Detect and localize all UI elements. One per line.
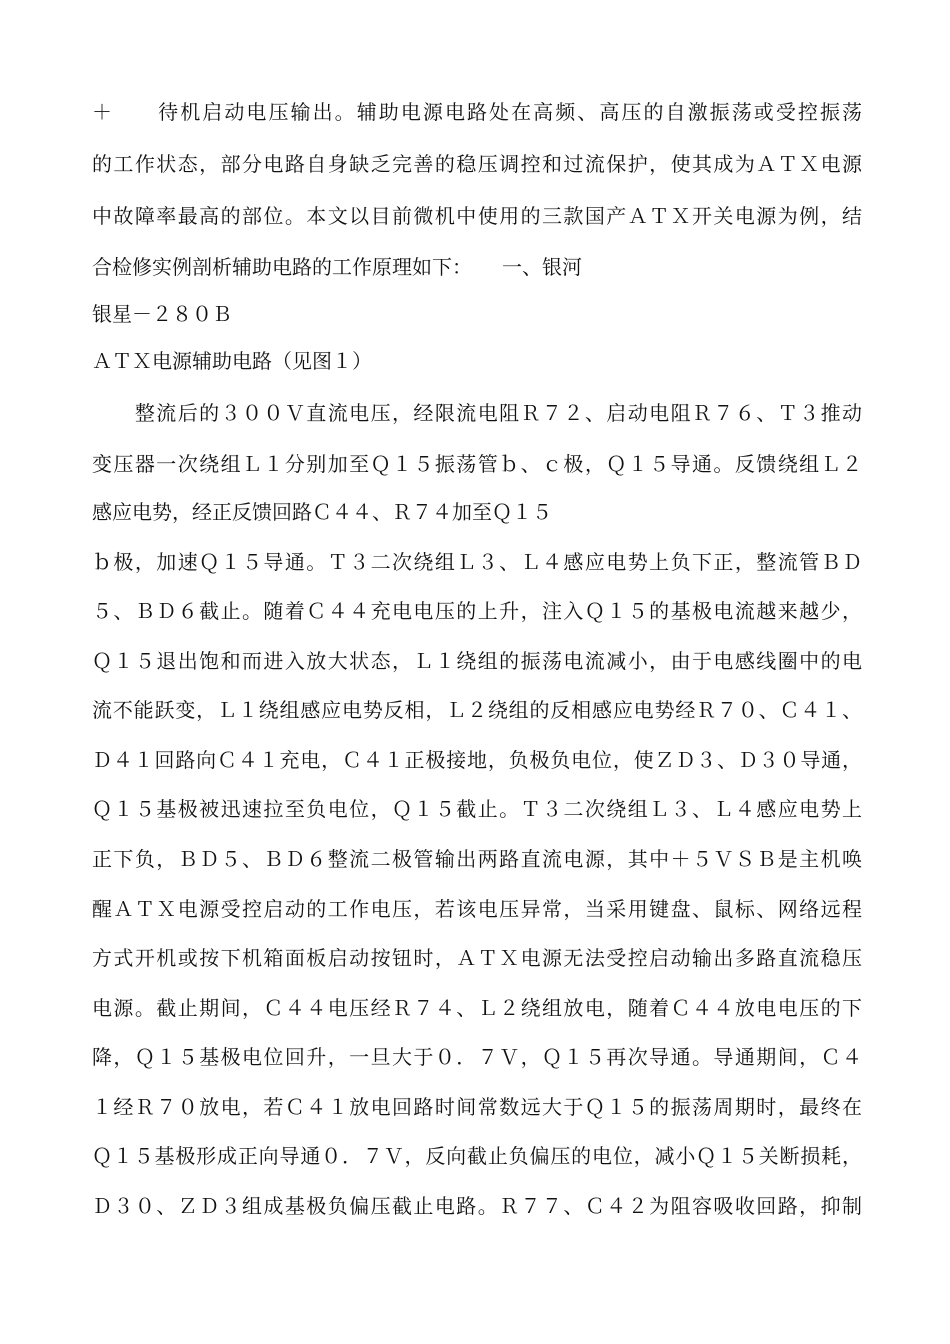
paragraph-line: Ｄ３０、ＺＤ３组成基极负偏压截止电路。Ｒ７７、Ｃ４２为阻容吸收回路，抑制 [92, 1194, 862, 1218]
paragraph-line: 合检修实例剖析辅助电路的工作原理如下： 一、银河 [92, 255, 582, 279]
paragraph-line: 整流后的３００Ｖ直流电压，经限流电阻Ｒ７２、启动电阻Ｒ７６、Ｔ３推动 [92, 401, 862, 425]
paragraph-line: ５、ＢＤ６截止。随着Ｃ４４充电电压的上升，注入Ｑ１５的基极电流越来越少， [92, 599, 862, 623]
paragraph-line: Ｑ１５基极被迅速拉至负电位，Ｑ１５截止。Ｔ３二次绕组Ｌ３、Ｌ４感应电势上 [92, 797, 862, 821]
paragraph-line: 的工作状态，部分电路自身缺乏完善的稳压调控和过流保护，使其成为ＡＴＸ电源 [92, 152, 862, 176]
paragraph-line: Ｄ４１回路向Ｃ４１充电，Ｃ４１正极接地，负极负电位，使ＺＤ３、Ｄ３０导通， [92, 748, 862, 772]
paragraph-line: ｂ极，加速Ｑ１５导通。Ｔ３二次绕组Ｌ３、Ｌ４感应电势上负下正，整流管ＢＤ [92, 550, 862, 574]
paragraph-line: 方式开机或按下机箱面板启动按钮时，ＡＴＸ电源无法受控启动输出多路直流稳压 [92, 946, 862, 970]
paragraph-line: 醒ＡＴＸ电源受控启动的工作电压，若该电压异常，当采用键盘、鼠标、网络远程 [92, 897, 862, 921]
paragraph-line: 电源。截止期间，Ｃ４４电压经Ｒ７４、Ｌ２绕组放电，随着Ｃ４４放电电压的下 [92, 996, 862, 1020]
paragraph-line: 降，Ｑ１５基极电位回升，一旦大于０．７Ｖ，Ｑ１５再次导通。导通期间，Ｃ４ [92, 1045, 862, 1069]
paragraph-line: １经Ｒ７０放电，若Ｃ４１放电回路时间常数远大于Ｑ１５的振荡周期时，最终在 [92, 1095, 862, 1119]
paragraph-line: 变压器一次绕组Ｌ１分别加至Ｑ１５振荡管ｂ、ｃ极，Ｑ１５导通。反馈绕组Ｌ２ [92, 452, 862, 476]
paragraph-line: 正下负，ＢＤ５、ＢＤ６整流二极管输出两路直流电源，其中＋５ＶＳＢ是主机唤 [92, 847, 862, 871]
paragraph-line: 感应电势，经正反馈回路Ｃ４４、Ｒ７４加至Ｑ１５ [92, 500, 552, 524]
paragraph-line: 流不能跃变，Ｌ１绕组感应电势反相，Ｌ２绕组的反相感应电势经Ｒ７０、Ｃ４１、 [92, 698, 862, 722]
paragraph-line: ＋ 待机启动电压输出。辅助电源电路处在高频、高压的自激振荡或受控振荡 [92, 100, 862, 124]
paragraph-line: Ｑ１５基极形成正向导通０．７Ｖ，反向截止负偏压的电位，减小Ｑ１５关断损耗， [92, 1144, 862, 1168]
paragraph-line: 银星－２８０Ｂ [92, 302, 232, 326]
paragraph-line: Ｑ１５退出饱和而进入放大状态，Ｌ１绕组的振荡电流减小，由于电感线圈中的电 [92, 649, 862, 673]
section-heading: ＡＴＸ电源辅助电路（见图１） [92, 349, 372, 373]
paragraph-line: 中故障率最高的部位。本文以目前微机中使用的三款国产ＡＴＸ开关电源为例，结 [92, 204, 862, 228]
